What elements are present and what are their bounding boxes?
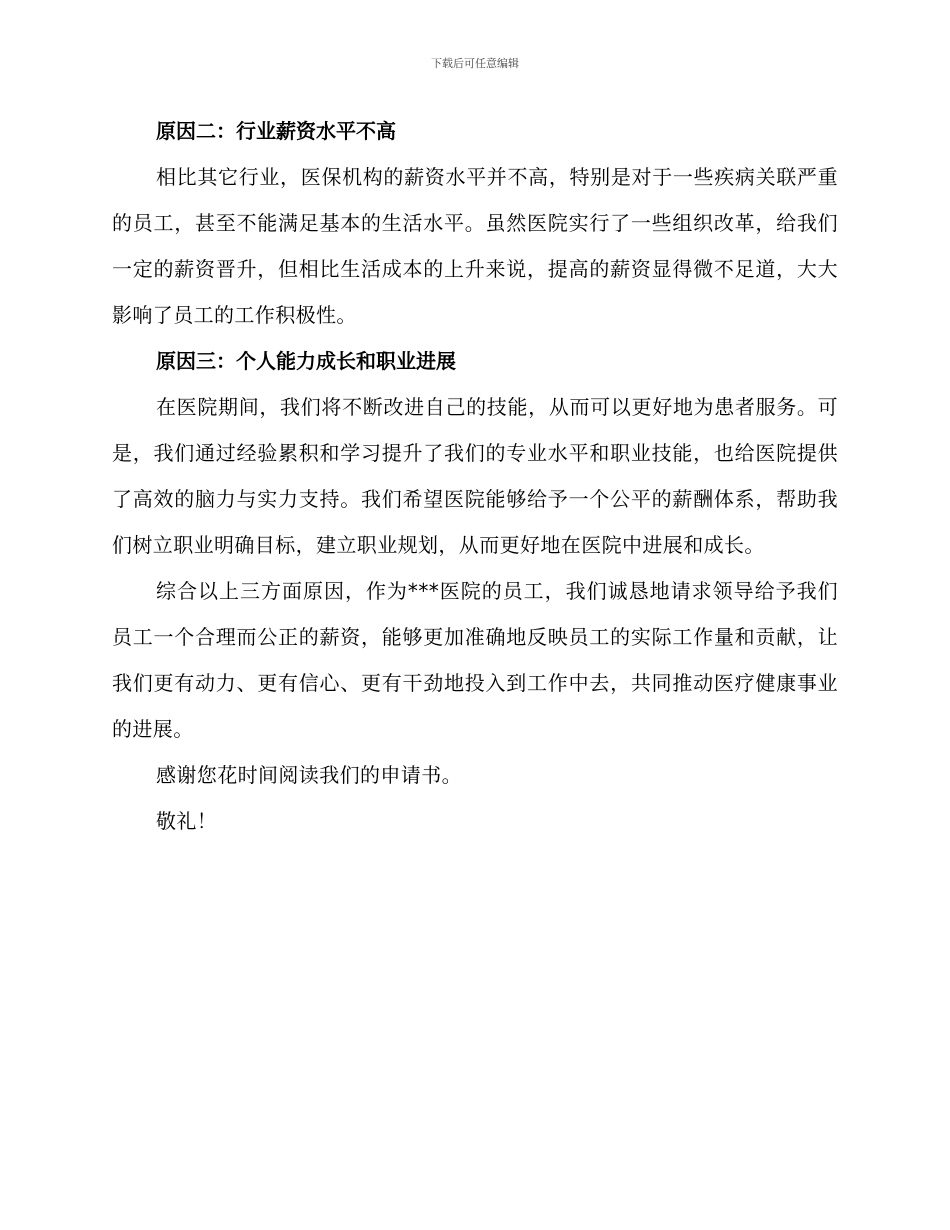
closing-salutation: 敬礼！ bbox=[156, 809, 218, 833]
reason3-paragraph: 在医院期间，我们将不断改进自己的技能，从而可以更好地为患者服务。可是，我们通过经验累积和学习提升了我们的专业水平和职业技能，也给医院提供了高效的脑力与实力支持。我们希望医院能够给予一个公平的薪酬体系，帮助我们树立职业明确目标，建立职业规划，从而更好地在医院中进展和成长。 bbox=[112, 395, 838, 557]
thanks-paragraph: 感谢您花时间阅读我们的申请书。 bbox=[156, 763, 462, 787]
header-note: 下载后可任意编辑 bbox=[431, 57, 519, 70]
reason3-heading: 原因三：个人能力成长和职业进展 bbox=[156, 349, 456, 373]
reason2-heading: 原因二：行业薪资水平不高 bbox=[156, 119, 396, 143]
summary-paragraph: 综合以上三方面原因，作为***医院的员工，我们诚恳地请求领导给予我们员工一个合理而公正的薪资，能够更加准确地反映员工的实际工作量和贡献，让我们更有动力、更有信心、更有干劲地投入到工作中去，共同推动医疗健康事业的进展。 bbox=[112, 579, 838, 741]
document-body bbox=[112, 108, 838, 844]
reason2-paragraph: 相比其它行业，医保机构的薪资水平并不高，特别是对于一些疾病关联严重的员工，甚至不能满足基本的生活水平。虽然医院实行了一些组织改革，给我们一定的薪资晋升，但相比生活成本的上升来说，提高的薪资显得微不足道，大大影响了员工的工作积极性。 bbox=[112, 165, 838, 327]
